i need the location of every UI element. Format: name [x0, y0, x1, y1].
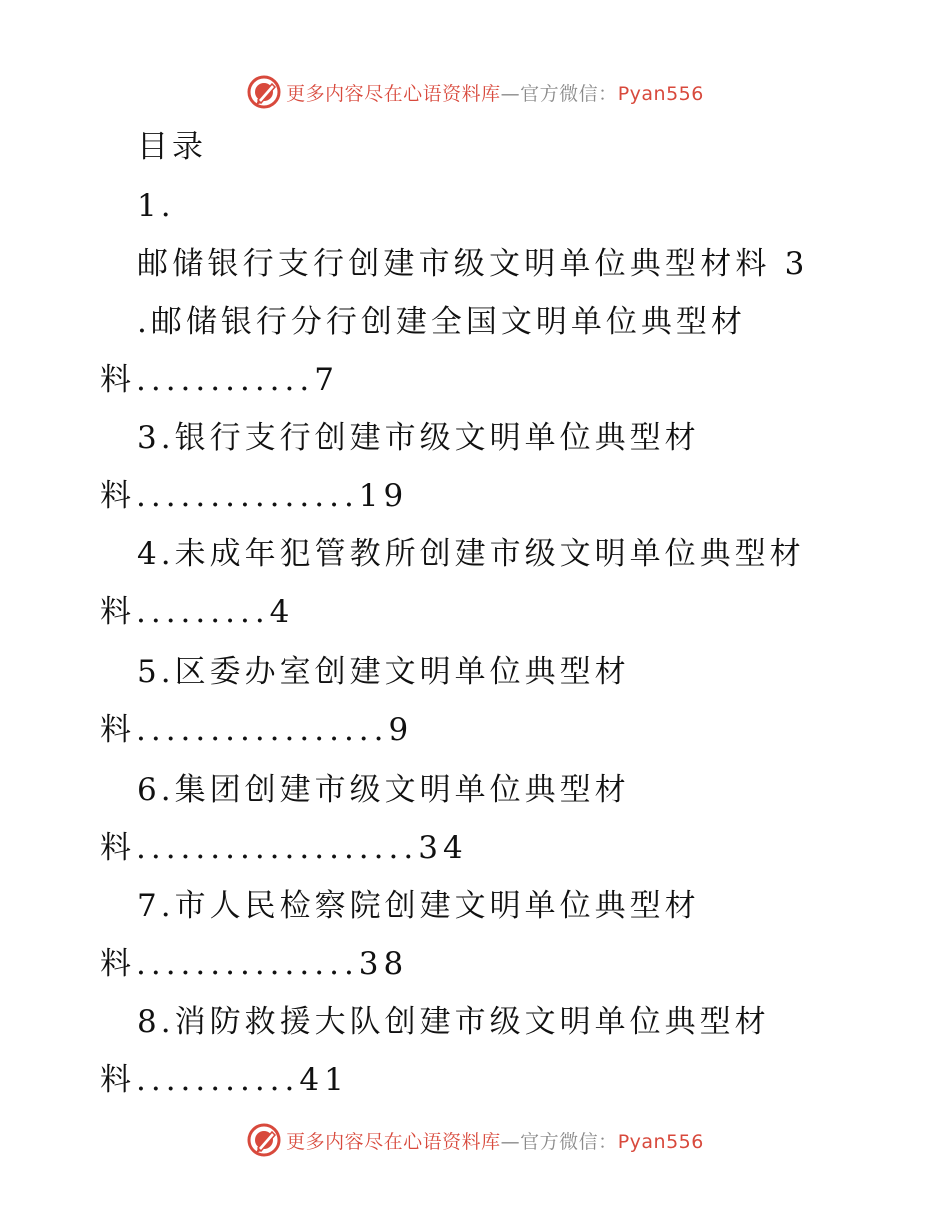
watermark-banner-bottom	[0, 1120, 950, 1160]
toc-line: 料.................9	[100, 712, 414, 748]
toc-line: 3.银行支行创建市级文明单位典型材	[137, 420, 700, 456]
toc-line: .邮储银行分行创建全国文明单位典型材	[137, 304, 746, 340]
watermark-text: 更多内容尽在心语资料库—官方微信：Pyan556	[286, 82, 704, 105]
toc-line: 料............7	[100, 362, 339, 398]
toc-line: 6.集团创建市级文明单位典型材	[137, 772, 630, 808]
pen-logo-icon	[246, 1122, 282, 1158]
toc-line: 7.市人民检察院创建文明单位典型材	[137, 888, 700, 924]
toc-line: 8.消防救援大队创建市级文明单位典型材	[137, 1004, 770, 1040]
toc-line: 邮储银行支行创建市级文明单位典型材料 3	[137, 246, 809, 282]
toc-line: 料...................34	[100, 830, 468, 866]
toc-heading: 目录	[137, 129, 207, 165]
toc-line: 料...........41	[100, 1062, 349, 1098]
watermark-banner-top	[0, 72, 950, 112]
toc-line: 料.........4	[100, 594, 295, 630]
toc-line: 4.未成年犯管教所创建市级文明单位典型材	[137, 536, 805, 572]
toc-line: 料...............38	[100, 946, 409, 982]
watermark-text: 更多内容尽在心语资料库—官方微信：Pyan556	[286, 1130, 704, 1153]
pen-logo-icon	[246, 74, 282, 110]
toc-line: 5.区委办室创建文明单位典型材	[137, 654, 630, 690]
toc-line: 1.	[137, 188, 175, 224]
toc-line: 料...............19	[100, 478, 409, 514]
